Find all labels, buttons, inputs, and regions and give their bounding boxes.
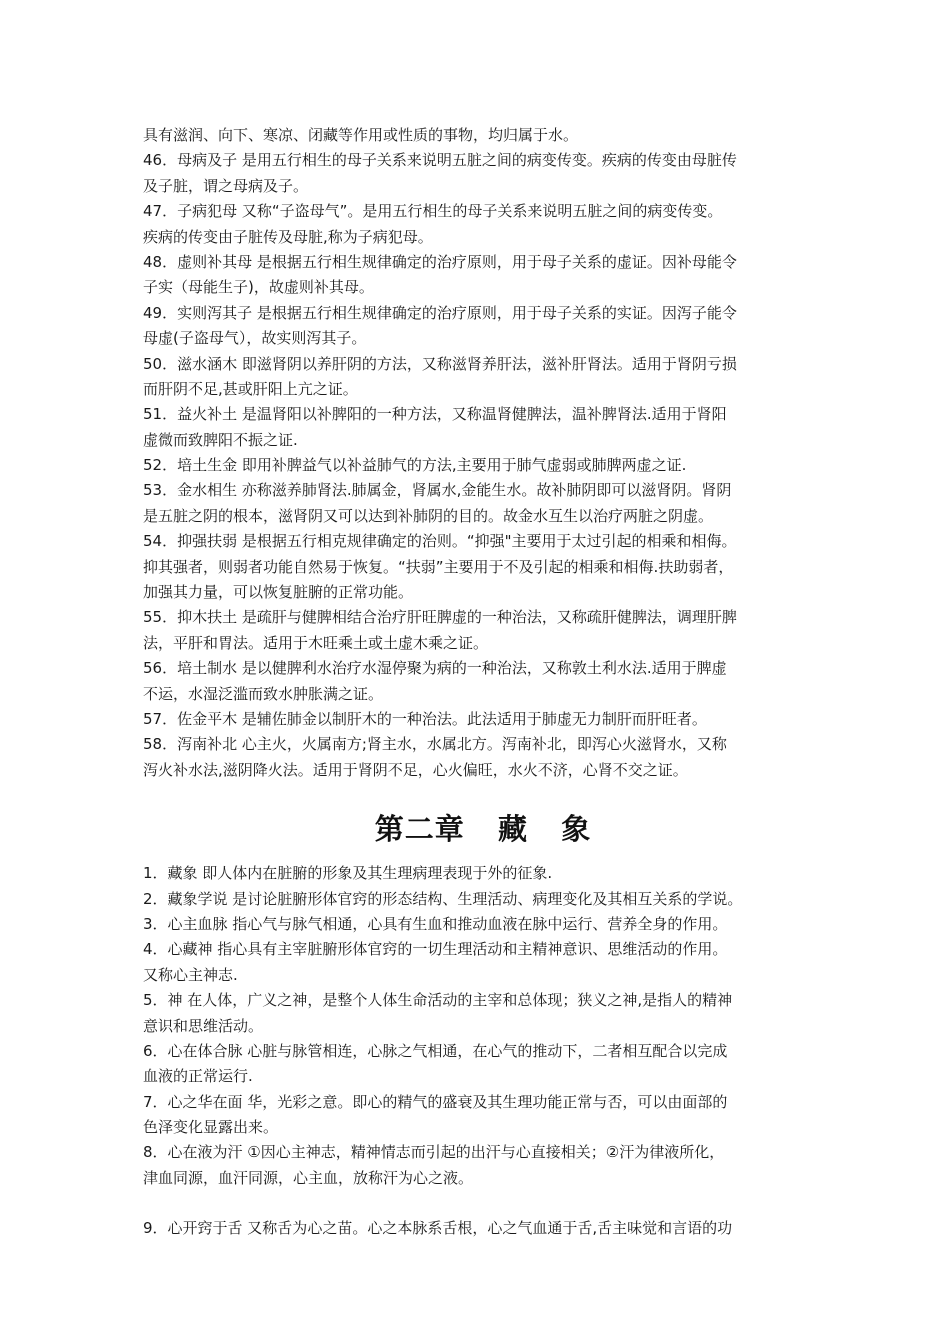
text-line: 加强其力量，可以恢复脏腑的正常功能。 [143, 583, 414, 602]
text-line: 色泽变化显露出来。 [143, 1118, 279, 1137]
text-line: 46．母病及子 是用五行相生的母子关系来说明五脏之间的病变传变。疾病的传变由母脏传 [143, 151, 737, 170]
text-line: 又称心主神志. [143, 965, 238, 984]
text-line: 而肝阴不足,甚或肝阳上亢之证。 [143, 379, 358, 398]
section-five-elements-terms [143, 123, 823, 783]
text-line: 具有滋润、向下、寒凉、闭藏等作用或性质的事物，均归属于水。 [143, 126, 579, 144]
text-line: 血液的正常运行. [143, 1067, 253, 1086]
text-line: 疾病的传变由子脏传及母脏,称为子病犯母。 [143, 227, 433, 246]
document-page [143, 123, 823, 1242]
text-line: 4．心藏神 指心具有主宰脏腑形体官窍的一切生理活动和主精神意识、思维活动的作用。 [143, 940, 728, 959]
text-line: 50．滋水涵木 即滋肾阴以养肝阴的方法，又称滋肾养肝法，滋补肝肾法。适用于肾阴亏损 [143, 354, 737, 373]
text-line: 7．心之华在面 华，光彩之意。即心的精气的盛衰及其生理功能正常与否，可以由面部的 [143, 1092, 728, 1111]
text-line: 抑其强者，则弱者功能自然易于恢复。“扶弱”主要用于不及引起的相乘和相侮.扶助弱者， [143, 557, 734, 576]
text-line: 58．泻南补北 心主火，火属南方;肾主水，水属北方。泻南补北，即泻心火滋肾水，又称 [143, 735, 727, 754]
section-zangxiang-terms-continued [143, 1216, 823, 1241]
text-line: 47．子病犯母 又称“子盗母气”。是用五行相生的母子关系来说明五脏之间的病变传变。 [143, 202, 723, 221]
text-line: 泻火补水法,滋阴降火法。适用于肾阴不足，心火偏旺，水火不济，心肾不交之证。 [143, 760, 688, 779]
text-line: 54．抑强扶弱 是根据五行相克规律确定的治则。“抑强"主要用于太过引起的相乘和相侮。 [143, 532, 737, 551]
text-line: 3．心主血脉 指心气与脉气相通，心具有生血和推动血液在脉中运行、营养全身的作用。 [143, 914, 728, 933]
text-line: 55．抑木扶土 是疏肝与健脾相结合治疗肝旺脾虚的一种治法，又称疏肝健脾法，调理肝脾 [143, 608, 737, 627]
text-line: 及子脏，谓之母病及子。 [143, 176, 309, 195]
section-zangxiang-terms [143, 861, 823, 1191]
text-line: 子实（母能生子)，故虚则补其母。 [143, 278, 374, 297]
text-line: 51．益火补土 是温肾阳以补脾阳的一种方法，又称温肾健脾法，温补脾肾法.适用于肾阳 [143, 405, 727, 424]
text-line: 9．心开窍于舌 又称舌为心之苗。心之本脉系舌根，心之气血通于舌,舌主味觉和言语的功 [143, 1219, 733, 1238]
text-line: 意识和思维活动。 [143, 1016, 264, 1035]
blank-line [143, 1191, 823, 1216]
text-line: 49．实则泻其子 是根据五行相生规律确定的治疗原则，用于母子关系的实证。因泻子能令 [143, 303, 737, 322]
text-line: 法，平肝和胃法。适用于木旺乘土或土虚木乘之证。 [143, 633, 489, 652]
text-line: 2．藏象学说 是讨论脏腑形体官窍的形态结构、生理活动、病理变化及其相互关系的学说。 [143, 889, 743, 908]
text-line: 虚微而致脾阳不振之证. [143, 430, 298, 449]
text-line: 8．心在液为汗 ①因心主神志，精神情志而引起的出汗与心直接相关；②汗为律液所化， [143, 1143, 725, 1162]
chapter-title: 第二章 藏 象 [374, 812, 592, 847]
text-line: 57．佐金平木 是辅佐肺金以制肝木的一种治法。此法适用于肺虚无力制肝而肝旺者。 [143, 709, 707, 728]
text-line: 52．培土生金 即用补脾益气以补益肺气的方法,主要用于肺气虚弱或肺脾两虚之证. [143, 456, 687, 475]
text-line: 53．金水相生 亦称滋养肺肾法.肺属金，肾属水,金能生水。故补肺阴即可以滋肾阴。肾阴 [143, 481, 732, 500]
text-line: 6．心在体合脉 心脏与脉管相连，心脉之气相通，在心气的推动下，二者相互配合以完成 [143, 1041, 728, 1060]
text-line: 不运，水湿泛滥而致水肿胀满之证。 [143, 684, 384, 703]
text-line: 母虚(子盗母气），故实则泻其子。 [143, 329, 367, 348]
section-gap [143, 783, 823, 807]
text-line: 5．神 在人体，广义之神，是整个人体生命活动的主宰和总体现；狭义之神,是指人的精神 [143, 991, 733, 1010]
text-line: 48．虚则补其母 是根据五行相生规律确定的治疗原则，用于母子关系的虚证。因补母能令 [143, 252, 737, 271]
text-line: 1．藏象 即人体内在脏腑的形象及其生理病理表现于外的征象. [143, 864, 553, 883]
text-line: 津血同源，血汗同源，心主血，放称汗为心之液。 [143, 1168, 474, 1187]
text-line: 是五脏之阴的根本，滋肾阴又可以达到补肺阴的目的。故金水互生以治疗两脏之阴虚。 [143, 506, 714, 525]
text-line: 56．培土制水 是以健脾利水治疗水湿停聚为病的一种治法，又称敦土利水法.适用于脾虚 [143, 659, 727, 678]
